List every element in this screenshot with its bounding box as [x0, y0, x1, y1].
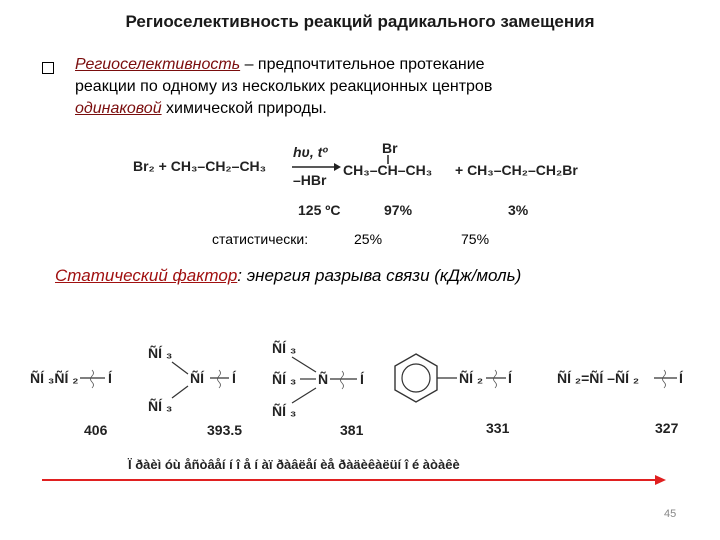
- structure-1-break: [91, 370, 94, 388]
- structure-3-bot: ÑÍ ₃: [272, 403, 297, 419]
- product2-formula: + CH₃–CH₂–CH₂Br: [455, 162, 578, 178]
- energy-381: 381: [340, 422, 364, 438]
- definition-italic-word: одинаковой: [75, 100, 162, 117]
- yield-1: 97%: [384, 202, 413, 218]
- structure-2-bot: ÑÍ ₃: [148, 398, 173, 414]
- statistical-value-1: 25%: [354, 231, 383, 247]
- product1-br: Br: [382, 140, 398, 156]
- statistical-value-2: 75%: [461, 231, 490, 247]
- direction-arrow-head: [655, 475, 666, 485]
- structure-4-h: Í: [508, 370, 512, 386]
- statistical-label: статистически:: [212, 231, 309, 247]
- energy-327: 327: [655, 420, 679, 436]
- slide-number: 45: [664, 508, 677, 520]
- structure-1-h: Í: [108, 370, 112, 386]
- definition-line1-rest: предпочтительное протекание: [257, 56, 485, 73]
- reaction-conditions-bottom: –HBr: [293, 172, 327, 188]
- energy-406: 406: [84, 422, 108, 438]
- structure-3-mid: ÑÍ ₃: [272, 371, 297, 387]
- structure-2-h: Í: [232, 370, 236, 386]
- reaction-conditions-top: hυ, tº: [293, 144, 328, 160]
- structure-5-label: ÑÍ ₂=ÑÍ –ÑÍ ₂: [557, 370, 640, 386]
- structure-1-label: ÑÍ ₃ÑÍ ₂: [30, 370, 79, 386]
- factor-label: Статический фактор: [55, 266, 238, 285]
- definition-line3-rest: химической природы.: [161, 100, 327, 117]
- energy-331: 331: [486, 420, 510, 436]
- structure-2-top: ÑÍ ₃: [148, 345, 173, 361]
- structure-5-h: Í: [679, 370, 683, 386]
- structure-4-label: ÑÍ ₂: [459, 370, 484, 386]
- structure-2-break: [218, 370, 221, 388]
- factor-rest: : энергия разрыва связи (кДж/моль): [237, 266, 522, 285]
- definition-line-2: реакции по одному из нескольких реакционных центров: [75, 78, 493, 95]
- definition-term: Региоселективность: [75, 56, 241, 73]
- structure-2-bond-top: [172, 362, 188, 374]
- structure-2-bond-bot: [172, 386, 188, 398]
- structure-4-break: [494, 370, 497, 388]
- structure-3-c: Ñ: [318, 371, 329, 387]
- structure-3-bond-top: [292, 357, 316, 372]
- structure-5-break: [663, 370, 666, 388]
- structure-3-bond-bot: [292, 388, 316, 403]
- reaction-temperature: 125 ºC: [298, 202, 341, 218]
- arrow-label: Ï ðàèì óù åñòâåí í î å í àï ðàâëåí èå ðàäèêàëüí î é àòàêè: [128, 457, 460, 472]
- definition-dash: –: [240, 56, 258, 73]
- structure-3-top: ÑÍ ₃: [272, 340, 297, 356]
- structure-2-mid: ÑÍ: [190, 370, 204, 386]
- reaction-reagents: Br₂ + CH₃–CH₂–CH₃: [133, 158, 267, 174]
- page-title: Региоселективность реакций радикального замещения: [125, 12, 595, 31]
- structure-3-break: [341, 371, 344, 389]
- energy-393-5: 393.5: [207, 422, 243, 438]
- yield-2: 3%: [508, 202, 529, 218]
- reaction-arrow-head: [334, 163, 341, 171]
- product1-formula: CH₃–CH–CH₃: [343, 162, 433, 178]
- benzene-ring: [395, 354, 437, 402]
- structure-3-h: Í: [360, 371, 364, 387]
- benzene-inner-circle: [402, 364, 430, 392]
